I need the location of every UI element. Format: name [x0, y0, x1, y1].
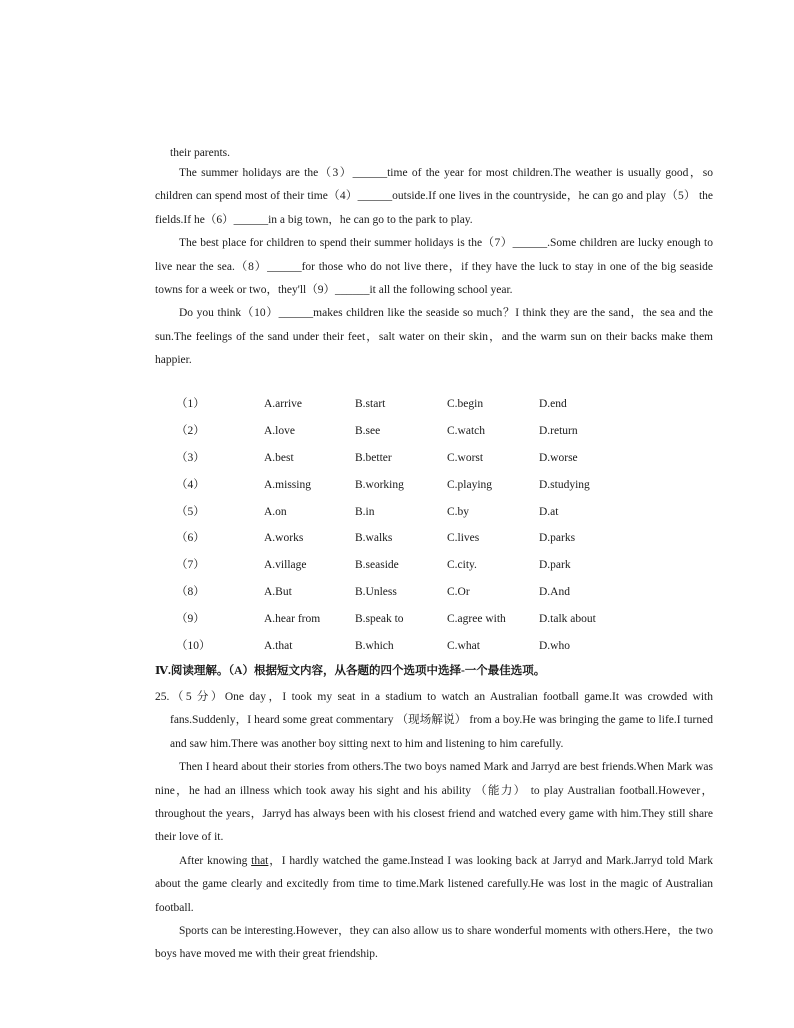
option-a: A.that — [264, 640, 293, 652]
question-25 — [155, 686, 713, 967]
option-a: A.arrive — [264, 398, 302, 410]
option-row — [0, 450, 794, 466]
option-d: D.park — [539, 559, 571, 571]
option-c: C.agree with — [447, 613, 506, 625]
option-c: C.city. — [447, 559, 477, 571]
option-b: B.seaside — [355, 559, 399, 571]
option-row — [0, 530, 794, 546]
option-c: C.worst — [447, 452, 484, 464]
q25-paragraph-3 — [155, 850, 713, 920]
option-d: D.talk about — [539, 613, 596, 625]
option-d: D.at — [539, 506, 559, 518]
option-b: B.walks — [355, 532, 393, 544]
q25-paragraph-2: Then I heard about their stories from others.The two boys named Mark and Jarryd are best friends.When Mark was nine，he had an illness which took away his sight and his ability （能力） to play Australian football.However，throughout the years，Jarryd has always been with his closest friend and watched every game with him.They still share their love of it. — [155, 761, 713, 844]
option-c: C.begin — [447, 398, 484, 410]
option-a: A.missing — [264, 479, 311, 491]
option-b: B.see — [355, 425, 381, 437]
option-a: A.works — [264, 532, 304, 544]
option-d: D.worse — [539, 452, 578, 464]
option-d: D.studying — [539, 479, 590, 491]
question-number: （1） — [176, 398, 205, 410]
question-number: （4） — [176, 479, 205, 491]
option-row — [0, 611, 794, 627]
option-c: C.what — [447, 640, 480, 652]
option-d: D.who — [539, 640, 570, 652]
option-row — [0, 477, 794, 493]
question-number: （9） — [176, 613, 205, 625]
option-b: B.start — [355, 398, 386, 410]
option-b: B.which — [355, 640, 394, 652]
question-number: （7） — [176, 559, 205, 571]
option-b: B.better — [355, 452, 392, 464]
question-number: （6） — [176, 532, 205, 544]
option-row — [0, 504, 794, 520]
option-a: A.But — [264, 586, 292, 598]
section-title: Ⅳ.阅读理解。（A）根据短文内容，从各题的四个选项中选择-一个最佳选项。 — [155, 665, 546, 677]
option-row — [0, 638, 794, 654]
option-c: C.playing — [447, 479, 493, 491]
q25-paragraph-3-start: After knowing — [179, 854, 252, 867]
q25-paragraph-1: 25.（5 分）One day，I took my seat in a stadium to watch an Australian football game.It was crowded with fans.Suddenly，I heard some great commentary （现场解说） from a boy.He was bringing the game to life.I turned and saw him.There was another boy sitting next to him and listening to him carefully. — [155, 691, 713, 750]
option-b: B.in — [355, 506, 375, 518]
option-d: D.return — [539, 425, 578, 437]
q25-paragraph-3-rest: ，I hardly watched the game.Instead I was looking back at Jarryd and Mark.Jarryd told Mark about the game clearly and excitedly from time to time.Mark listened carefully.He was lost in the magic of Australian football. — [155, 854, 714, 914]
q25-paragraph-4: Sports can be interesting.However，they can also allow us to share wonderful moments with others.Here，the two boys have moved me with their great friendship. — [155, 925, 713, 961]
option-d: D.And — [539, 586, 570, 598]
question-number: （3） — [176, 452, 205, 464]
option-a: A.village — [264, 559, 307, 571]
option-d: D.parks — [539, 532, 576, 544]
option-b: B.speak to — [355, 613, 404, 625]
question-number: （10） — [176, 640, 211, 652]
option-b: B.working — [355, 479, 404, 491]
option-c: C.watch — [447, 425, 486, 437]
question-number: （8） — [176, 586, 205, 598]
question-number: （2） — [176, 425, 205, 437]
option-a: A.best — [264, 452, 294, 464]
option-row — [0, 396, 794, 412]
passage-paragraph: The best place for children to spend their summer holidays is the（7）______.Some children are lucky enough to live near the sea.（8）______for those who do not live there，if they have the luck to stay in one of the big seaside towns for a week or two，they'll（9）______it all the following school year. — [155, 237, 713, 297]
option-c: C.by — [447, 506, 470, 518]
option-a: A.hear from — [264, 613, 321, 625]
option-row — [0, 423, 794, 439]
option-row — [0, 557, 794, 573]
option-c: C.lives — [447, 532, 480, 544]
underlined-word: that — [251, 854, 269, 867]
cloze-passage — [155, 162, 713, 373]
passage-line-top: their parents. — [170, 147, 231, 159]
option-row — [0, 584, 794, 600]
question-number: （5） — [176, 506, 205, 518]
option-a: A.love — [264, 425, 295, 437]
option-b: B.Unless — [355, 586, 397, 598]
option-a: A.on — [264, 506, 287, 518]
passage-paragraph: The summer holidays are the（3）______time of the year for most children.The weather is usually good，so children can spend most of their time（4）______outside.If one lives in the countryside，he can go and play（5） the fields.If he（6）______in a big town，he can go to the park to play. — [155, 167, 713, 226]
option-c: C.Or — [447, 586, 470, 598]
option-d: D.end — [539, 398, 567, 410]
passage-paragraph: Do you think（10）______makes children like the seaside so much？I think they are the sand，the sea and the sun.The feelings of the sand under their feet，salt water on their skin，and the warm sun on their backs make them happier. — [155, 307, 713, 367]
